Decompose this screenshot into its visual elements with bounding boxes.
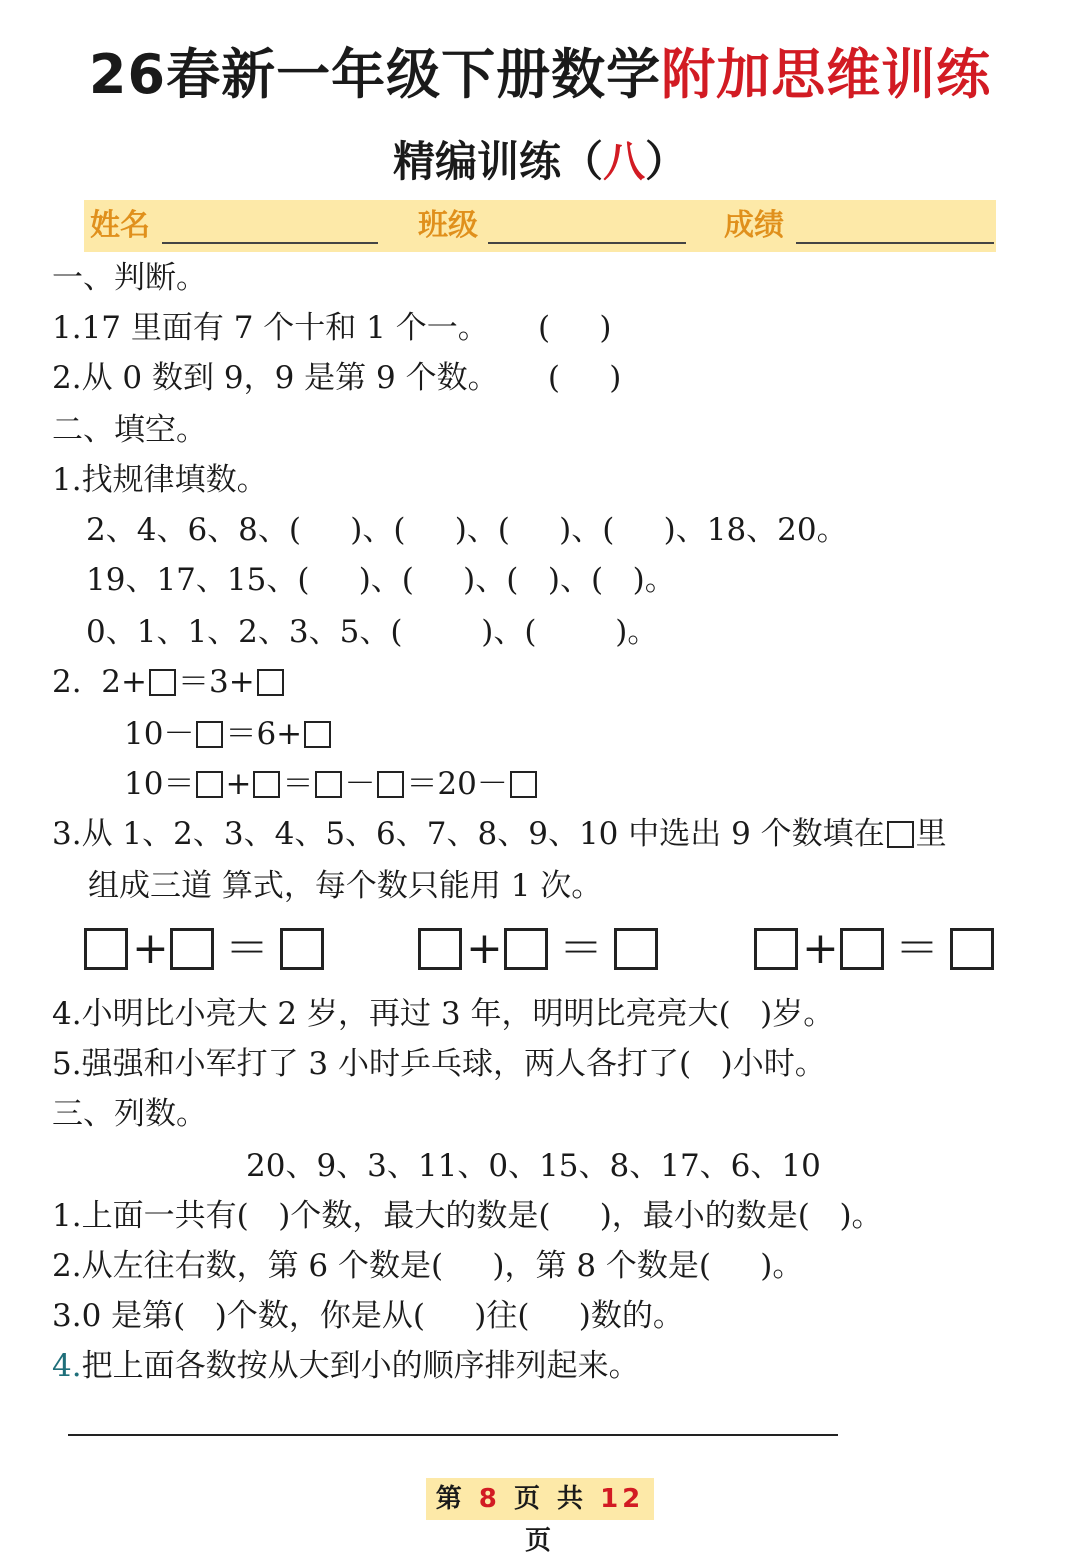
answer-box[interactable] <box>754 928 798 970</box>
page-title <box>0 40 1080 110</box>
equals-sign: ＝ <box>559 923 603 974</box>
blank-box[interactable] <box>315 771 342 798</box>
score-label: 成绩 <box>724 208 784 243</box>
title-highlight: 附加思维训练 <box>661 43 992 106</box>
footer-text: 页 共 <box>513 1484 588 1514</box>
equation-text: ＝ <box>282 766 314 802</box>
equation-text: 2+ <box>101 664 147 700</box>
answer-box[interactable] <box>614 928 658 970</box>
fill-question-3-line-1 <box>52 814 947 854</box>
equation-row-c <box>124 764 539 804</box>
name-label: 姓名 <box>90 208 150 243</box>
equation-row-a <box>52 662 286 702</box>
blank-box[interactable] <box>304 721 331 748</box>
equation-text: ＝6+ <box>225 716 303 752</box>
plus-sign: + <box>802 923 839 974</box>
equation-row-b <box>124 714 333 754</box>
answer-box[interactable] <box>418 928 462 970</box>
blank-box[interactable] <box>196 771 223 798</box>
equation-group-3 <box>750 923 998 974</box>
equation-text: 10－ <box>124 716 195 752</box>
list-question-2: 2.从左往右数，第 6 个数是( )，第 8 个数是( )。 <box>52 1248 804 1284</box>
question-number: 4. <box>52 1348 82 1384</box>
answer-line[interactable] <box>68 1434 838 1436</box>
pattern-row-3: 0、1、1、2、3、5、( )、( )。 <box>86 614 659 650</box>
equation-text: － <box>344 766 376 802</box>
score-field[interactable] <box>796 242 994 244</box>
fill-question-1-title: 1.找规律填数。 <box>52 462 268 498</box>
answer-box[interactable] <box>840 928 884 970</box>
pattern-row-1: 2、4、6、8、( )、( )、( )、( )、18、20。 <box>86 512 848 548</box>
page-footer <box>426 1478 654 1556</box>
number-list: 20、9、3、11、0、15、8、17、6、10 <box>246 1148 821 1184</box>
list-question-3: 3.0 是第( )个数，你是从( )往( )数的。 <box>52 1298 684 1334</box>
equals-sign: ＝ <box>225 923 269 974</box>
equation-group-2 <box>414 923 662 974</box>
equals-sign: ＝ <box>895 923 939 974</box>
answer-box[interactable] <box>170 928 214 970</box>
footer-text: 第 <box>435 1484 466 1514</box>
blank-box[interactable] <box>377 771 404 798</box>
box-symbol <box>887 821 914 848</box>
list-question-4 <box>52 1346 640 1386</box>
subtitle-number: 八 <box>602 137 645 186</box>
answer-box[interactable] <box>504 928 548 970</box>
title-main: 26春新一年级下册数学 <box>88 43 662 106</box>
section-heading-judge: 一、判断。 <box>52 260 207 296</box>
name-field[interactable] <box>162 242 378 244</box>
fill-question-4: 4.小明比小亮大 2 岁，再过 3 年，明明比亮亮大( )岁。 <box>52 996 835 1032</box>
fill-question-3-line-2: 组成三道 算式，每个数只能用 1 次。 <box>88 868 603 904</box>
question-text: 3.从 1、2、3、4、5、6、7、8、9、10 中选出 9 个数填在 <box>52 816 885 852</box>
question-text: 里 <box>915 816 947 852</box>
answer-box[interactable] <box>280 928 324 970</box>
student-info-bar <box>84 200 996 252</box>
class-label: 班级 <box>418 208 478 243</box>
equation-text: + <box>225 766 252 802</box>
question-text: 把上面各数按从大到小的顺序排列起来。 <box>81 1348 640 1384</box>
blank-box[interactable] <box>196 721 223 748</box>
pattern-row-2: 19、17、15、( )、( )、( )、( )。 <box>86 562 676 598</box>
class-field[interactable] <box>488 242 686 244</box>
subtitle-suffix: ） <box>645 137 688 186</box>
page-subtitle <box>0 132 1080 192</box>
fill-question-5: 5.强强和小军打了 3 小时乒乓球，两人各打了( )小时。 <box>52 1046 826 1082</box>
blank-box[interactable] <box>253 771 280 798</box>
blank-box[interactable] <box>149 669 176 696</box>
list-question-1: 1.上面一共有( )个数，最大的数是( )，最小的数是( )。 <box>52 1198 883 1234</box>
total-pages: 12 <box>600 1484 645 1514</box>
judge-question-2: 2.从 0 数到 9，9 是第 9 个数。 ( ) <box>52 360 622 396</box>
blank-box[interactable] <box>510 771 537 798</box>
plus-sign: + <box>466 923 503 974</box>
subtitle-prefix: 精编训练（ <box>392 137 603 186</box>
question-2-number: 2. <box>52 664 82 700</box>
answer-box[interactable] <box>950 928 994 970</box>
plus-sign: + <box>132 923 169 974</box>
equation-group-1 <box>80 923 328 974</box>
current-page: 8 <box>478 1484 501 1514</box>
equation-text: ＝3+ <box>178 664 255 700</box>
answer-box[interactable] <box>84 928 128 970</box>
blank-box[interactable] <box>257 669 284 696</box>
section-heading-list: 三、列数。 <box>52 1096 207 1132</box>
section-heading-fill: 二、填空。 <box>52 412 207 448</box>
judge-question-1: 1.17 里面有 7 个十和 1 个一。 ( ) <box>52 310 612 346</box>
footer-text: 页 <box>524 1526 555 1556</box>
equation-text: 10＝ <box>124 766 195 802</box>
equation-text: ＝20－ <box>406 766 508 802</box>
